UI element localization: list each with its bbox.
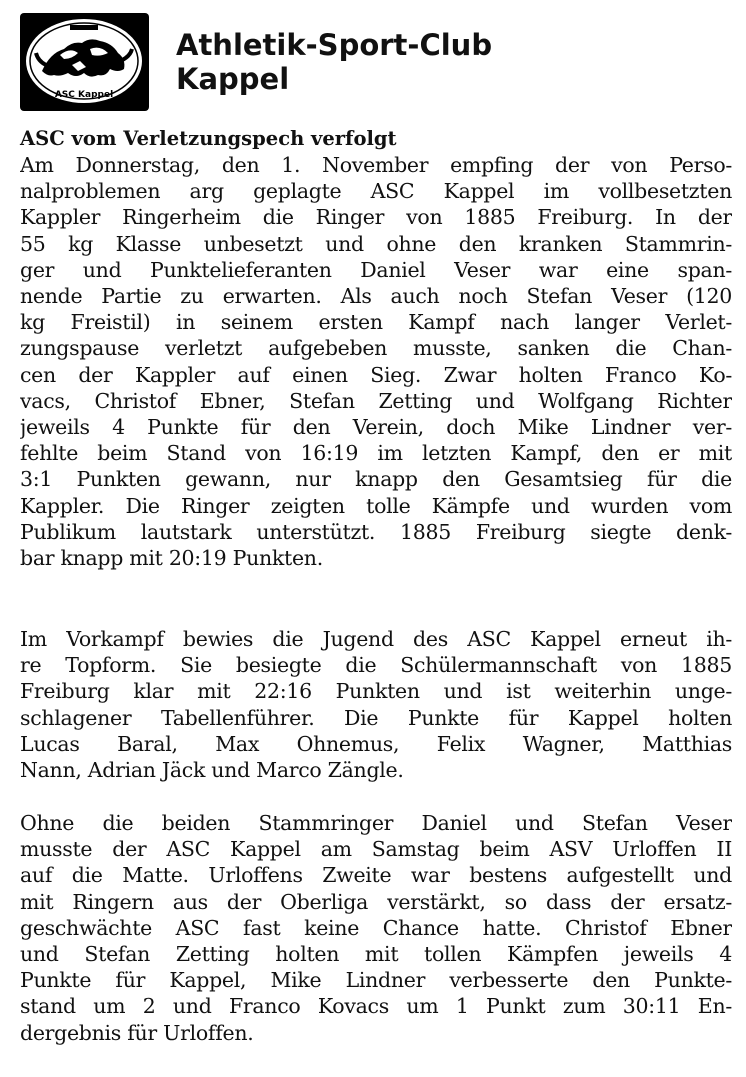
text-line: 55 kg Klasse unbesetzt und ohne den kranken Stammrin- — [20, 231, 732, 256]
text-line: jeweils 4 Punkte für den Verein, doch Mike Lindner ver- — [20, 415, 732, 440]
club-name-line-2: Kappel — [176, 62, 290, 96]
text-line: musste der ASC Kappel am Samstag beim ASV Urloffen II — [20, 837, 732, 862]
text-line: Kappler. Die Ringer zeigten tolle Kämpfe und wurden vom — [20, 493, 732, 518]
text-line: re Topform. Sie besiegte die Schülermannschaft von 1885 — [20, 653, 732, 678]
text-line: Punkte für Kappel, Mike Lindner verbesserte den Punkte- — [20, 968, 732, 993]
text-line: Nann, Adrian Jäck und Marco Zängle. — [20, 758, 404, 783]
text-line: Kappler Ringerheim die Ringer von 1885 Freiburg. In der — [20, 205, 732, 230]
text-line: Am Donnerstag, den 1. November empfing der von Perso- — [20, 153, 732, 177]
article-paragraph-1 — [20, 152, 732, 571]
text-line: cen der Kappler auf einen Sieg. Zwar holten Franco Ko- — [20, 362, 732, 387]
text-line: vacs, Christof Ebner, Stefan Zetting und Wolfgang Richter — [20, 388, 732, 413]
text-line: stand um 2 und Franco Kovacs um 1 Punkt zum 30:11 En- — [20, 994, 732, 1019]
text-line: Im Vorkampf bewies die Jugend des ASC Kappel erneut ih- — [20, 627, 732, 651]
text-line: Freiburg klar mit 22:16 Punkten und ist weiterhin unge- — [20, 679, 732, 704]
text-line: schlagener Tabellenführer. Die Punkte für Kappel holten — [20, 705, 732, 730]
text-line: kg Freistil) in seinem ersten Kampf nach langer Verlet- — [20, 310, 732, 335]
article-headline: ASC vom Verletzungspech verfolgt — [20, 127, 397, 150]
text-line: nalproblemen arg geplagte ASC Kappel im vollbesetzten — [20, 179, 732, 204]
text-line: 3:1 Punkten gewann, nur knapp den Gesamtsieg für die — [20, 467, 732, 492]
text-line: bar knapp mit 20:19 Punkten. — [20, 546, 323, 571]
text-line: ger und Punktelieferanten Daniel Veser war eine span- — [20, 257, 732, 282]
text-line: Ohne die beiden Stammringer Daniel und Stefan Veser — [20, 811, 732, 835]
wrestlers-emblem-icon — [20, 13, 149, 111]
text-line: geschwächte ASC fast keine Chance hatte. Christof Ebner — [20, 915, 732, 940]
text-line: nende Partie zu erwarten. Als auch noch Stefan Veser (120 — [20, 284, 732, 309]
text-line: zungspause verletzt aufgebeben musste, sanken die Chan- — [20, 336, 732, 361]
article-paragraph-3 — [20, 810, 732, 1046]
text-line: Publikum lautstark unterstützt. 1885 Freiburg siegte denk- — [20, 519, 732, 544]
text-line: fehlte beim Stand von 16:19 im letzten Kampf, den er mit — [20, 441, 732, 466]
asc-kappel-logo — [20, 13, 149, 111]
text-line: und Stefan Zetting holten mit tollen Kämpfen jeweils 4 — [20, 942, 732, 967]
club-name-line-1: Athletik-Sport-Club — [176, 28, 493, 62]
text-line: Lucas Baral, Max Ohnemus, Felix Wagner, Matthias — [20, 731, 732, 756]
club-name-heading — [176, 28, 492, 96]
article-paragraph-2 — [20, 626, 732, 783]
text-line: dergebnis für Urloffen. — [20, 1020, 254, 1045]
text-line: mit Ringern aus der Oberliga verstärkt, so dass der ersatz- — [20, 889, 732, 914]
text-line: auf die Matte. Urloffens Zweite war bestens aufgestellt und — [20, 863, 732, 888]
logo-text: ASC Kappel — [54, 90, 114, 100]
